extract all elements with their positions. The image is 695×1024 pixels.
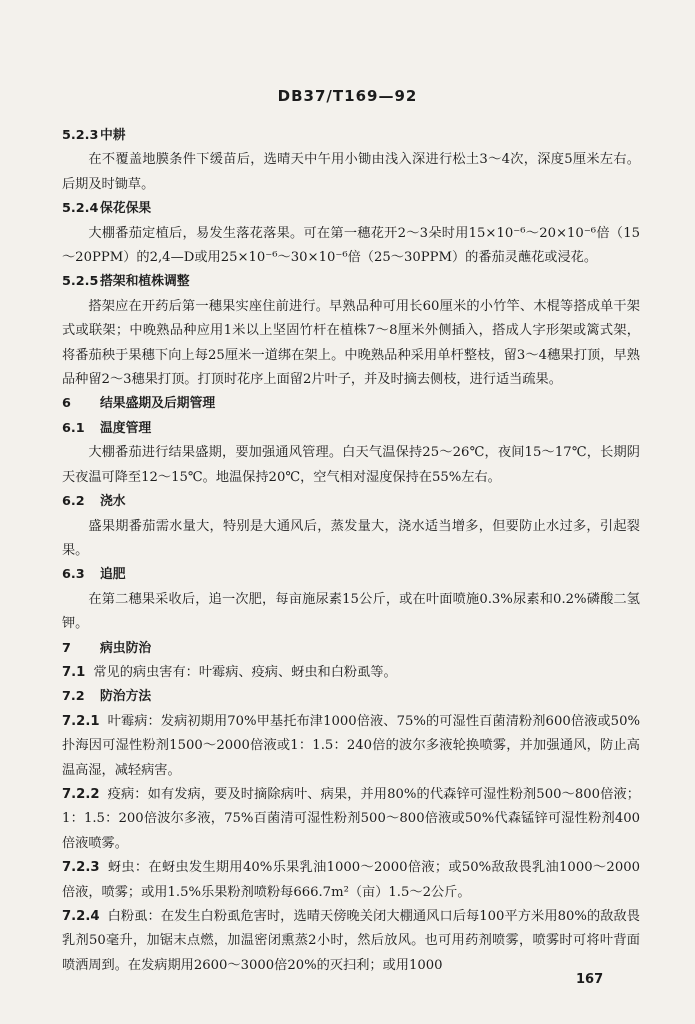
section-title: 结果盛期及后期管理 [100,396,216,412]
section-heading [62,685,640,709]
section-title: 温度管理 [100,420,152,436]
item-number: 7.2.3 [62,860,100,876]
item-text: 疫病：如有发病，要及时摘除病叶、病果，并用80%的代森锌可湿性粉剂500～800倍液；1：1.5：200倍波尔多液，75%百菌清可湿性粉剂500～800倍液或50%代森锰锌可湿性粉剂400倍液喷雾。 [62,786,640,851]
section-title: 追肥 [100,567,126,583]
section-title: 中耕 [100,128,126,143]
section-title: 保花保果 [100,201,152,217]
body-paragraph: 搭架应在开药后第一穗果实座住前进行。早熟品种可用长60厘米的小竹竿、木棍等搭成单干架式或联架；中晚熟品种应用1米以上坚固竹杆在植株7～8厘米外侧插入，搭成人字形架或篱式架，将番茄秧于果穗下向上每25厘米一道绑在架上。中晚熟品种采用单杆整枝，留3～4穗果打顶，早熟品种留2～3穗果打顶。打顶时花序上面留2片叶子，并及时摘去侧枝，进行适当疏果。 [62,298,640,388]
page-number: 167 [576,972,604,987]
item-number: 7.2.1 [62,713,100,729]
numbered-item [62,661,640,685]
section-title: 防治方法 [100,689,152,705]
numbered-item [62,905,640,978]
section-number: 5.2.5 [62,274,99,290]
document-body [62,124,640,978]
section-heading [62,490,640,514]
body-paragraph: 在第二穗果采收后，追一次肥，每亩施尿素15公斤，或在叶面喷施0.3%尿素和0.2%磷酸二氢钾。 [62,591,640,632]
item-text: 常见的病虫害有：叶霉病、疫病、蚜虫和白粉虱等。 [93,664,397,680]
document-header: DB37/T169—92 [277,87,418,105]
section-heading [62,417,640,441]
section-number: 5.2.4 [62,201,99,217]
section-heading [62,637,640,661]
section-number: 7.2 [62,689,85,705]
item-text: 白粉虱：在发生白粉虱危害时，选晴天傍晚关闭大棚通风口后每100平方米用80%的敌敌畏乳剂50毫升，加锯末点燃，加温密闭熏蒸2小时，然后放风。也可用药剂喷雾，喷雾时可将叶背面喷洒周到。在发病期用2600～3000倍20%的灭扫利；或用1000 [62,909,640,973]
item-number: 7.2.2 [62,786,100,802]
section-heading [62,270,640,294]
section-number: 7 [62,640,71,656]
body-paragraph: 大棚番茄定植后，易发生落花落果。可在第一穗花开2～3朵时用15×10⁻⁶～20×10⁻⁶倍（15～20PPM）的2,4—D或用25×10⁻⁶～30×10⁻⁶倍（25～30PPM）的番茄灵蘸花或浸花。 [62,225,640,266]
section-title: 浇水 [100,494,126,510]
item-number: 7.1 [62,664,86,680]
item-text: 蚜虫：在蚜虫发生期用40%乐果乳油1000～2000倍液；或50%敌敌畏乳油1000～2000倍液，喷雾；或用1.5%乐果粉剂喷粉每666.7m²（亩）1.5～2公斤。 [62,860,640,900]
section-title: 搭架和植株调整 [100,274,190,290]
numbered-item [62,856,640,905]
section-title: 病虫防治 [100,640,152,656]
section-heading [62,392,640,416]
section-heading [62,563,640,587]
section-heading [62,197,640,221]
section-number: 6.1 [62,420,85,436]
numbered-item [62,783,640,856]
section-number: 6.2 [62,494,85,510]
item-number: 7.2.4 [62,909,100,924]
body-paragraph: 盛果期番茄需水量大，特别是大通风后，蒸发量大，浇水适当增多，但要防止水过多，引起裂果。 [62,518,640,558]
section-number: 6 [62,396,71,412]
section-number: 6.3 [62,567,85,583]
item-text: 叶霉病：发病初期用70%甲基托布津1000倍液、75%的可湿性百菌清粉剂600倍液或50%扑海因可湿性粉剂1500～2000倍液或1：1.5：240倍的波尔多液轮换喷雾，并加强通风，防止高温高湿，减轻病害。 [62,713,640,778]
body-paragraph: 大棚番茄进行结果盛期，要加强通风管理。白天气温保持25～26℃，夜间15～17℃，长期阴天夜温可降至12～15℃。地温保持20℃，空气相对湿度保持在55%左右。 [62,445,640,485]
numbered-item [62,710,640,783]
body-paragraph: 在不覆盖地膜条件下缓苗后，选晴天中午用小锄由浅入深进行松土3～4次，深度5厘米左右。后期及时锄草。 [62,152,640,192]
section-heading [62,124,640,148]
section-number: 5.2.3 [62,128,99,143]
